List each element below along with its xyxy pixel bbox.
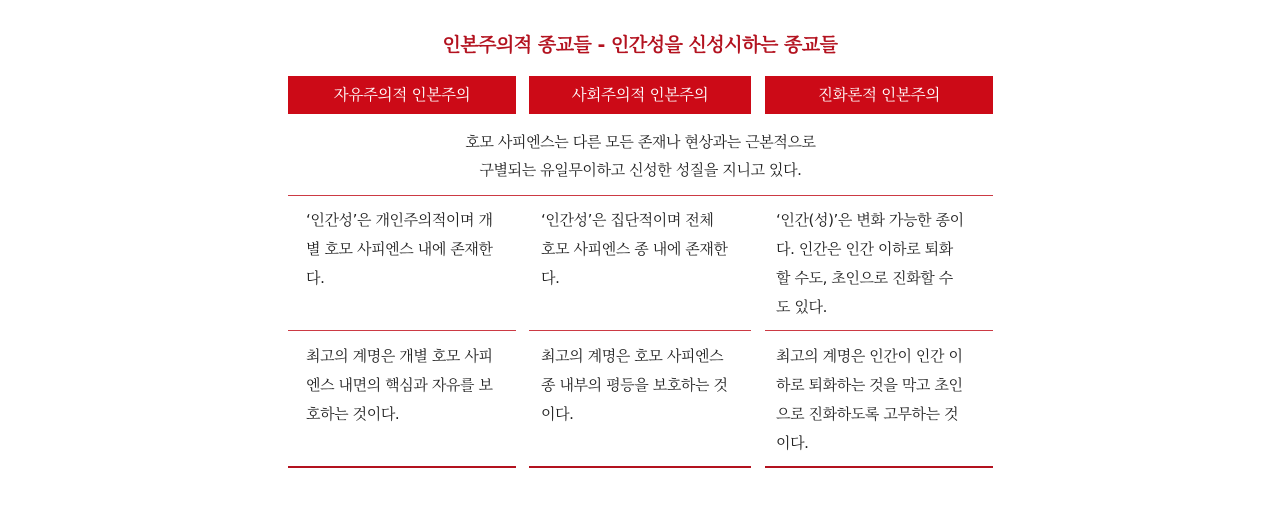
common-belief-line: 구별되는 유일무이하고 신성한 성질을 지니고 있다. bbox=[479, 161, 802, 179]
cell-line: 할 수도, 초인으로 진화할 수 bbox=[776, 269, 953, 287]
cell-line: 호모 사피엔스 종 내에 존재한 bbox=[541, 240, 728, 258]
bottom-rule bbox=[529, 466, 751, 468]
divider bbox=[288, 195, 993, 196]
cell-line: 호하는 것이다. bbox=[306, 405, 400, 423]
cell-line: 최고의 계명은 인간이 인간 이 bbox=[776, 347, 963, 365]
cell-line: ‘인간성’은 개인주의적이며 개 bbox=[306, 211, 493, 229]
column-header-evolutionary-humanism: 진화론적 인본주의 bbox=[765, 76, 993, 114]
cell-line: ‘인간성’은 집단적이며 전체 bbox=[541, 211, 714, 229]
cell-evolutionary-commandment bbox=[776, 342, 988, 458]
bottom-rule bbox=[288, 466, 516, 468]
page-title: 인본주의적 종교들 - 인간성을 신성시하는 종교들 bbox=[442, 34, 838, 56]
divider bbox=[288, 330, 516, 331]
cell-socialist-humanity bbox=[541, 206, 746, 293]
cell-evolutionary-humanity bbox=[776, 206, 988, 322]
column-header-liberal-humanism: 자유주의적 인본주의 bbox=[288, 76, 516, 114]
cell-line: 최고의 계명은 호모 사피엔스 bbox=[541, 347, 724, 365]
cell-line: 이다. bbox=[541, 405, 574, 423]
cell-socialist-commandment bbox=[541, 342, 746, 429]
common-belief-line: 호모 사피엔스는 다른 모든 존재나 현상과는 근본적으로 bbox=[465, 133, 816, 151]
cell-line: 다. 인간은 인간 이하로 퇴화 bbox=[776, 240, 953, 258]
divider bbox=[765, 330, 993, 331]
cell-liberal-commandment bbox=[306, 342, 511, 429]
divider bbox=[529, 330, 751, 331]
cell-line: 별 호모 사피엔스 내에 존재한 bbox=[306, 240, 493, 258]
cell-line: 종 내부의 평등을 보호하는 것 bbox=[541, 376, 728, 394]
cell-line: 하로 퇴화하는 것을 막고 초인 bbox=[776, 376, 963, 394]
cell-line: 엔스 내면의 핵심과 자유를 보 bbox=[306, 376, 493, 394]
column-header-socialist-humanism: 사회주의적 인본주의 bbox=[529, 76, 751, 114]
common-belief bbox=[288, 128, 993, 184]
cell-line: 다. bbox=[306, 269, 325, 287]
cell-line: 다. bbox=[541, 269, 560, 287]
cell-line: 이다. bbox=[776, 434, 809, 452]
cell-line: ‘인간(성)’은 변화 가능한 종이 bbox=[776, 211, 964, 229]
cell-line: 도 있다. bbox=[776, 298, 828, 316]
bottom-rule bbox=[765, 466, 993, 468]
cell-liberal-humanity bbox=[306, 206, 511, 293]
cell-line: 으로 진화하도록 고무하는 것 bbox=[776, 405, 959, 423]
cell-line: 최고의 계명은 개별 호모 사피 bbox=[306, 347, 493, 365]
